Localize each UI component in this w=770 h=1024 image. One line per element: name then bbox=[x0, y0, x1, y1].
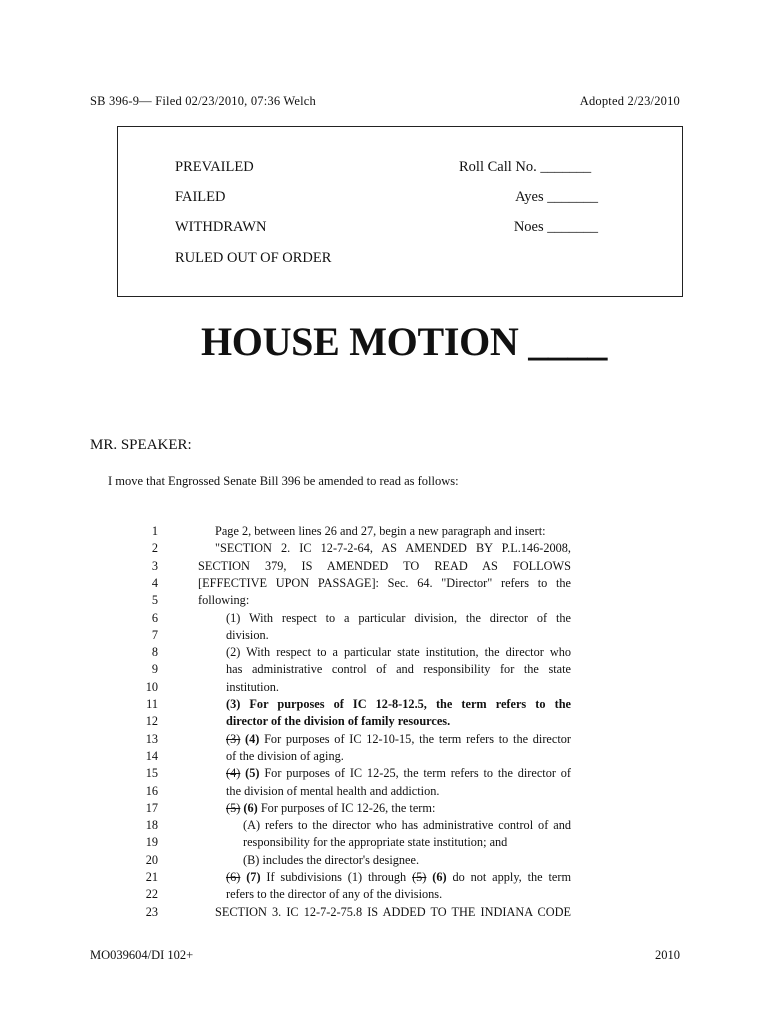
text-run: For purposes of IC 12-26, the term: bbox=[257, 800, 436, 815]
line-text bbox=[226, 801, 571, 816]
line-text bbox=[215, 905, 571, 920]
struck-text: (5) bbox=[412, 870, 427, 884]
ayes-count: Ayes _______ bbox=[515, 189, 598, 205]
inserted-text: (3) For purposes of IC 12-8-12.5, the term refers to the bbox=[226, 697, 571, 711]
amendment-line bbox=[0, 524, 770, 541]
line-text bbox=[226, 870, 571, 885]
document-header-right: Adopted 2/23/2010 bbox=[579, 94, 680, 108]
status-option-withdrawn: WITHDRAWN bbox=[175, 219, 267, 235]
amendment-line bbox=[0, 611, 770, 628]
inserted-text: (5) bbox=[245, 766, 260, 781]
amendment-line bbox=[0, 559, 770, 576]
line-text bbox=[243, 818, 571, 833]
text-run: the division of mental health and addiction. bbox=[226, 783, 440, 798]
inserted-text: (6) bbox=[243, 800, 258, 815]
line-text bbox=[226, 645, 571, 660]
text-run: For purposes of IC 12-10-15, the term refers to the director bbox=[259, 731, 571, 746]
amendment-line bbox=[0, 905, 770, 922]
line-text bbox=[198, 593, 571, 608]
text-run: (B) includes the director's designee. bbox=[243, 852, 420, 867]
line-number: 11 bbox=[146, 697, 158, 711]
line-text bbox=[226, 714, 571, 729]
amendment-line bbox=[0, 541, 770, 558]
amendment-line bbox=[0, 887, 770, 904]
amendment-line bbox=[0, 732, 770, 749]
line-number: 6 bbox=[151, 610, 158, 625]
line-number: 16 bbox=[145, 783, 158, 798]
line-text bbox=[226, 887, 571, 902]
text-run: SECTION 379, IS AMENDED TO READ AS FOLLOWS bbox=[198, 558, 571, 573]
line-number: 23 bbox=[145, 904, 158, 919]
text-run: For purposes of IC 12-25, the term refers to the director of bbox=[259, 766, 572, 781]
line-text bbox=[226, 662, 571, 677]
text-run: of the division of aging. bbox=[226, 748, 344, 763]
amendment-line bbox=[0, 628, 770, 645]
document-header-left: SB 396-9— Filed 02/23/2010, 07:36 Welch bbox=[90, 94, 317, 108]
inserted-text: (7) bbox=[246, 870, 261, 884]
line-number: 20 bbox=[145, 852, 158, 867]
amendment-line bbox=[0, 784, 770, 801]
line-number: 4 bbox=[151, 575, 158, 590]
inserted-text: director of the division of family resources. bbox=[226, 714, 451, 729]
line-number: 12 bbox=[145, 714, 158, 729]
amendment-line bbox=[0, 662, 770, 679]
line-text bbox=[198, 576, 571, 591]
motion-status-box bbox=[117, 126, 683, 297]
text-run: responsibility for the appropriate state institution; and bbox=[243, 835, 508, 850]
line-number: 5 bbox=[151, 593, 158, 608]
amendment-line bbox=[0, 835, 770, 852]
line-text bbox=[226, 766, 571, 781]
text-run: (1) With respect to a particular division, the director of the bbox=[226, 610, 571, 625]
line-text bbox=[226, 697, 571, 712]
line-number: 2 bbox=[151, 541, 158, 556]
line-text bbox=[243, 853, 571, 868]
text-run: has administrative control of and responsibility for the state bbox=[226, 662, 571, 677]
text-run: (2) With respect to a particular state institution, the director who bbox=[226, 645, 571, 660]
line-number: 10 bbox=[145, 679, 158, 694]
text-run: "SECTION 2. IC 12-7-2-64, AS AMENDED BY P.L.146-2008, bbox=[215, 541, 571, 556]
struck-text: (5) bbox=[226, 800, 241, 815]
amendment-line bbox=[0, 645, 770, 662]
amendment-line bbox=[0, 749, 770, 766]
line-text bbox=[198, 559, 571, 574]
line-text bbox=[226, 784, 571, 799]
text-run: (A) refers to the director who has administrative control of and bbox=[243, 818, 571, 833]
line-number: 8 bbox=[151, 645, 158, 660]
line-number: 21 bbox=[145, 870, 158, 884]
line-text bbox=[215, 524, 571, 539]
noes-count: Noes _______ bbox=[513, 219, 598, 235]
line-text bbox=[226, 611, 571, 626]
status-option-ruled-out-of-order: RULED OUT OF ORDER bbox=[175, 250, 332, 266]
line-number: 14 bbox=[145, 748, 158, 763]
line-text bbox=[226, 680, 571, 695]
struck-text: (4) bbox=[226, 766, 241, 781]
amendment-line bbox=[0, 853, 770, 870]
amendment-line bbox=[0, 818, 770, 835]
text-run: division. bbox=[226, 627, 269, 642]
line-number: 19 bbox=[145, 835, 158, 850]
status-option-failed: FAILED bbox=[175, 189, 226, 205]
amendment-line bbox=[0, 576, 770, 593]
amendment-line bbox=[0, 801, 770, 818]
roll-call-number: Roll Call No. _______ bbox=[459, 159, 592, 175]
amendment-line bbox=[0, 766, 770, 783]
line-number: 3 bbox=[151, 558, 158, 573]
text-run: do not apply, the term bbox=[446, 870, 572, 884]
inserted-text: (4) bbox=[245, 731, 260, 746]
text-run: institution. bbox=[226, 679, 279, 694]
text-run: [EFFECTIVE UPON PASSAGE]: Sec. 64. "Director" refers to the bbox=[198, 575, 571, 590]
line-number: 15 bbox=[145, 766, 158, 781]
status-option-prevailed: PREVAILED bbox=[175, 159, 254, 175]
line-text bbox=[226, 628, 571, 643]
inserted-text: (6) bbox=[432, 870, 447, 884]
amendment-line bbox=[0, 697, 770, 714]
motion-title: HOUSE MOTION ____ bbox=[200, 319, 608, 364]
text-run: Page 2, between lines 26 and 27, begin a new paragraph and insert: bbox=[215, 524, 546, 538]
line-text bbox=[226, 732, 571, 747]
line-number: 9 bbox=[151, 662, 158, 677]
amendment-line bbox=[0, 593, 770, 610]
document-id: MO039604/DI 102+ bbox=[90, 948, 194, 962]
line-number: 18 bbox=[145, 818, 158, 833]
line-text bbox=[215, 541, 571, 556]
line-number: 1 bbox=[151, 524, 158, 538]
struck-text: (6) bbox=[226, 870, 241, 884]
text-run: refers to the director of any of the divisions. bbox=[226, 887, 443, 902]
amendment-line bbox=[0, 870, 770, 887]
document-year: 2010 bbox=[655, 948, 680, 962]
line-text bbox=[243, 835, 571, 850]
text-run: following: bbox=[198, 593, 250, 608]
motion-intro: I move that Engrossed Senate Bill 396 be amended to read as follows: bbox=[108, 474, 459, 488]
line-number: 22 bbox=[145, 887, 158, 902]
text-run: If subdivisions (1) through bbox=[260, 870, 413, 884]
line-number: 7 bbox=[151, 627, 158, 642]
line-number: 17 bbox=[145, 800, 158, 815]
line-number: 13 bbox=[145, 731, 158, 746]
struck-text: (3) bbox=[226, 731, 241, 746]
salutation: MR. SPEAKER: bbox=[90, 437, 192, 453]
amendment-line bbox=[0, 714, 770, 731]
text-run: SECTION 3. IC 12-7-2-75.8 IS ADDED TO THE INDIANA CODE bbox=[215, 904, 571, 919]
amendment-line bbox=[0, 680, 770, 697]
line-text bbox=[226, 749, 571, 764]
